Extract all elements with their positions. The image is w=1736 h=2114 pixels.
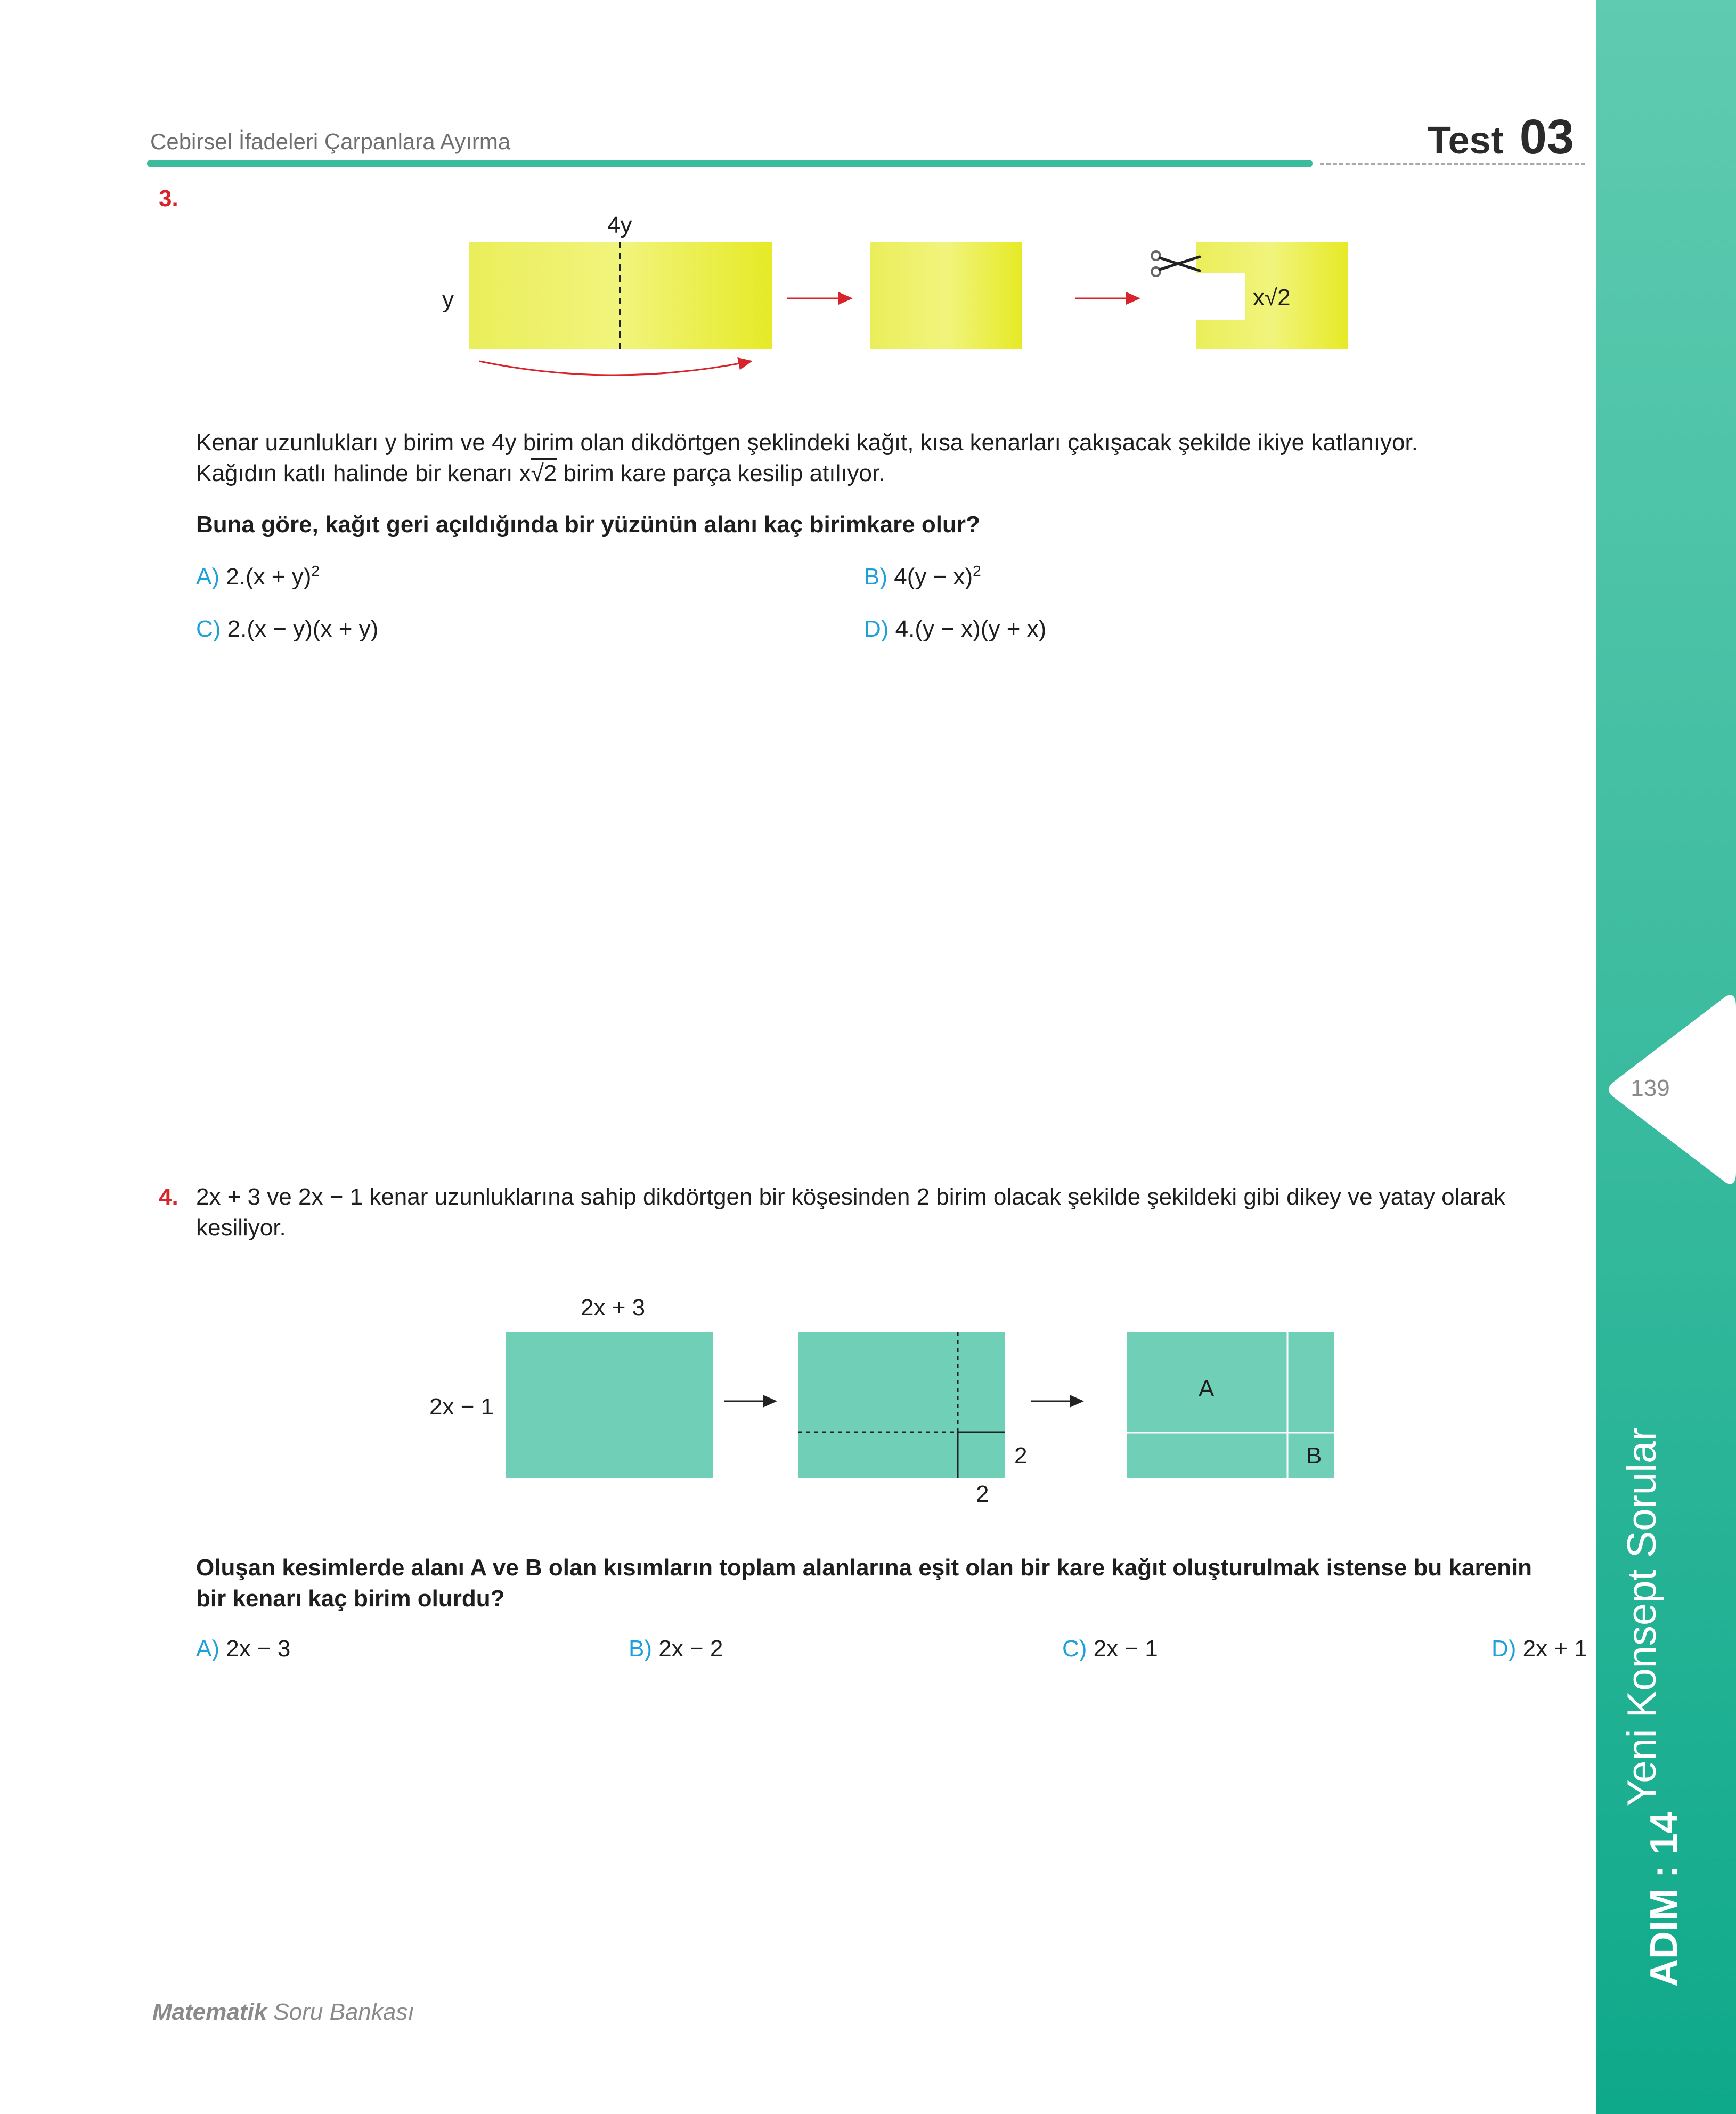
label-2x-plus-3: 2x + 3 [581,1295,646,1321]
q4-option-c[interactable]: C) 2x − 1 [1062,1636,1158,1662]
piece-right-strip [1288,1332,1334,1432]
q4-option-b[interactable]: B) 2x − 2 [629,1636,723,1662]
q3-option-c[interactable]: C) 2.(x − y)(x + y) [196,616,379,642]
step-label: ADIM : 14 [1643,1811,1685,1987]
question-4-line-2: kesiliyor. [196,1215,286,1241]
test-number: 03 [1519,110,1575,164]
question-3-prompt: Buna göre, kağıt geri açıldığında bir yüzünün alanı kaç birimkare olur? [196,511,980,538]
label-corner-2-right: 2 [1014,1443,1028,1469]
question-4-line-1: 2x + 3 ve 2x − 1 kenar uzunluklarına sahip dikdörtgen bir köşesinden 2 birim olacak şekilde şekildeki gibi dikey ve yatay olarak [196,1184,1506,1210]
question-4-prompt-line-1: Oluşan kesimlerde alanı A ve B olan kısımların toplam alanlarına eşit olan bir kare kağıt oluşturulmak istense bu karenin [196,1555,1533,1581]
question-4-prompt [196,1552,1586,1614]
question-4-text [196,1182,1586,1243]
header-dashed-rule [1320,163,1585,165]
rectangle-original [506,1332,713,1478]
label-4y: 4y [607,212,632,238]
fold-arrow [479,361,751,375]
page-number: 139 [1631,1075,1670,1101]
header-rule [147,160,1313,167]
question-3-line-1: Kenar uzunlukları y birim ve 4y birim olan dikdörtgen şeklindeki kağıt, kısa kenarları çakışacak şekilde ikiye katlanıyor. [196,429,1418,456]
rectangle-marked [798,1332,1005,1478]
q4-option-a[interactable]: A) 2x − 3 [196,1636,291,1662]
label-corner-2-bottom: 2 [976,1481,989,1507]
chapter-title: Cebirsel İfadeleri Çarpanlara Ayırma [150,129,511,154]
label-B: B [1306,1443,1322,1469]
piece-B [1127,1433,1334,1478]
label-2x-minus-1: 2x − 1 [429,1394,494,1420]
question-4-prompt-line-2: bir kenarı kaç birim olurdu? [196,1585,505,1612]
question-3-line-2: Kağıdın katlı halinde bir kenarı x√2 birim kare parça kesilip atılıyor. [196,460,885,486]
question-4-figure [501,1327,1342,1486]
label-A: A [1199,1376,1215,1402]
paper-folded [870,242,1022,349]
q3-option-b[interactable]: B) $4(y - x)^2$ [864,563,981,590]
q3-option-a[interactable]: A) $2.(x + y)^2$ [196,563,320,590]
label-cut-side: x√2 [1253,284,1291,311]
question-4-number: 4. [159,1184,178,1210]
q3-option-d[interactable]: D) 4.(y − x)(y + x) [864,616,1047,642]
test-heading [1428,109,1574,165]
label-y: y [442,287,454,313]
footer-book-title: Matematik Soru Bankası [152,1999,414,2025]
q4-option-d[interactable]: D) 2x + 1 [1492,1636,1587,1662]
test-label: Test [1428,119,1504,162]
scissors-icon [1152,251,1200,276]
section-title: Yeni Konsept Sorular [1619,1427,1665,1807]
question-3-number: 3. [159,185,178,212]
question-3-text [196,427,1586,489]
question-3-figure [453,234,1358,389]
